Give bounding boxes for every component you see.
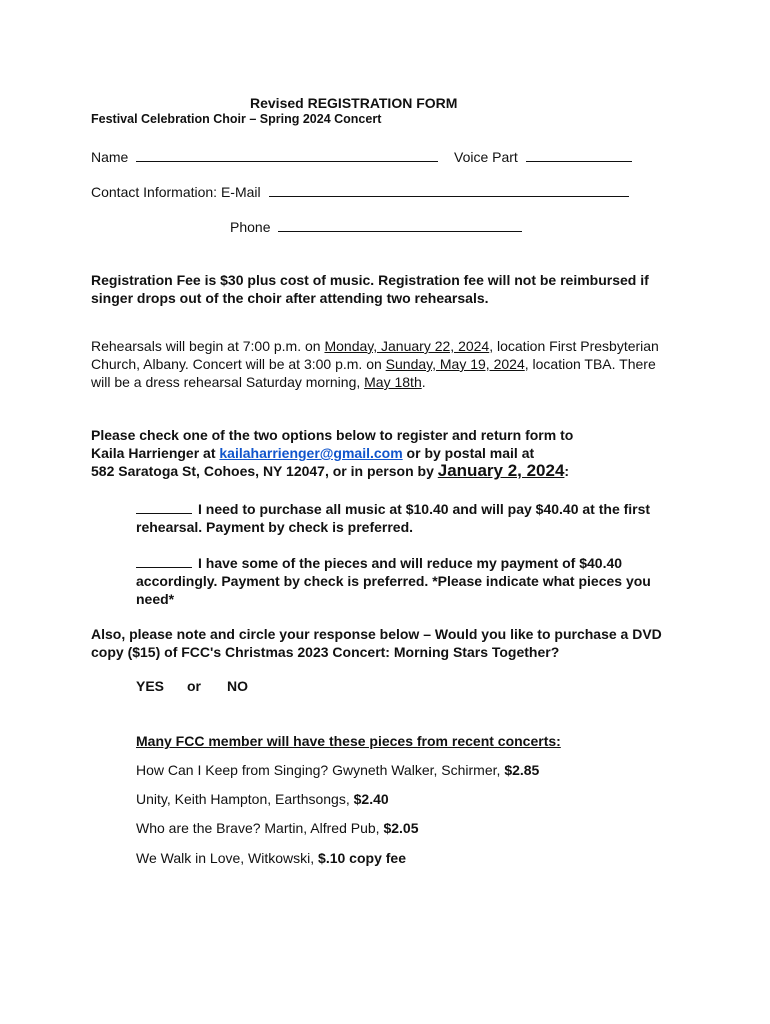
option-purchase-all xyxy=(136,500,676,536)
dvd-or: or xyxy=(187,678,201,694)
instructions-line-1: Please check one of the two options below to register and return form to xyxy=(91,427,574,443)
email-link[interactable]: kailaharrienger@gmail.com xyxy=(219,445,403,461)
concert-date: Sunday, May 19, 2024 xyxy=(385,356,525,372)
registration-deadline: January 2, 2024 xyxy=(437,461,565,480)
form-title: Revised REGISTRATION FORM xyxy=(250,95,458,111)
instructions-suffix: or by postal mail at xyxy=(402,445,535,461)
option-2-check-blank[interactable] xyxy=(136,555,192,568)
name-blank[interactable] xyxy=(136,147,438,162)
piece-price: $2.85 xyxy=(504,762,540,778)
pieces-heading: Many FCC member will have these pieces from recent concerts: xyxy=(136,733,561,749)
name-field xyxy=(91,147,438,165)
email-field xyxy=(91,182,629,200)
dvd-question: Also, please note and circle your response below – Would you like to purchase a DVD copy ($15) of FCC's Christmas 2023 Concert: Morning Stars Together? xyxy=(91,626,662,660)
phone-blank[interactable] xyxy=(278,217,522,232)
phone-field xyxy=(230,217,522,235)
piece-price: $2.05 xyxy=(383,820,419,836)
instructions-prefix: Kaila Harrienger at xyxy=(91,445,220,461)
rehearsal-text-2: , location First Presbyterian Church, Albany. Concert will be at 3:00 p.m. on xyxy=(91,338,659,372)
voice-part-blank[interactable] xyxy=(526,147,632,162)
piece-item xyxy=(136,762,539,778)
piece-price: $.10 copy fee xyxy=(318,850,406,866)
option-1-check-blank[interactable] xyxy=(136,501,192,514)
fee-paragraph: Registration Fee is $30 plus cost of music. Registration fee will not be reimbursed if singer drops out of the choir after attending two rehearsals. xyxy=(91,272,649,306)
option-1-text: I need to purchase all music at $10.40 and will pay $40.40 at the first rehearsal. Payment by check is preferred. xyxy=(136,501,651,535)
rehearsal-text-4: . xyxy=(421,374,426,390)
phone-label: Phone xyxy=(230,219,271,235)
piece-item xyxy=(136,791,389,807)
email-blank[interactable] xyxy=(269,182,629,197)
piece-title: How Can I Keep from Singing? Gwyneth Walker, Schirmer, xyxy=(136,762,505,778)
instructions-line-2 xyxy=(91,445,534,461)
dvd-yes[interactable]: YES xyxy=(136,678,165,694)
voice-part-field xyxy=(454,147,632,165)
piece-price: $2.40 xyxy=(353,791,389,807)
option-reduce-payment xyxy=(136,554,676,608)
piece-title: We Walk in Love, Witkowski, xyxy=(136,850,319,866)
name-label: Name xyxy=(91,149,129,165)
contact-label: Contact Information: E-Mail xyxy=(91,184,261,200)
piece-title: Who are the Brave? Martin, Alfred Pub, xyxy=(136,820,384,836)
instructions-line-3 xyxy=(91,461,569,481)
piece-item xyxy=(136,850,406,866)
dress-rehearsal-date: May 18th xyxy=(364,374,422,390)
rehearsal-paragraph xyxy=(91,337,661,391)
rehearsal-text-3: , location TBA. There will be a dress rehearsal Saturday morning, xyxy=(91,356,656,390)
dvd-no[interactable]: NO xyxy=(227,678,248,694)
rehearsal-text-1: Rehearsals will begin at 7:00 p.m. on xyxy=(91,338,325,354)
address-text: 582 Saratoga St, Cohoes, NY 12047, or in person by xyxy=(91,463,438,479)
form-subtitle: Festival Celebration Choir – Spring 2024 Concert xyxy=(91,112,382,126)
piece-item xyxy=(136,820,419,836)
voice-part-label: Voice Part xyxy=(454,149,518,165)
option-2-text: I have some of the pieces and will reduce my payment of $40.40 accordingly. Payment by check is preferred. *Please indicate what pieces you need* xyxy=(136,555,651,607)
rehearsal-date-1: Monday, January 22, 2024 xyxy=(324,338,490,354)
piece-title: Unity, Keith Hampton, Earthsongs, xyxy=(136,791,354,807)
deadline-colon: : xyxy=(564,463,570,479)
